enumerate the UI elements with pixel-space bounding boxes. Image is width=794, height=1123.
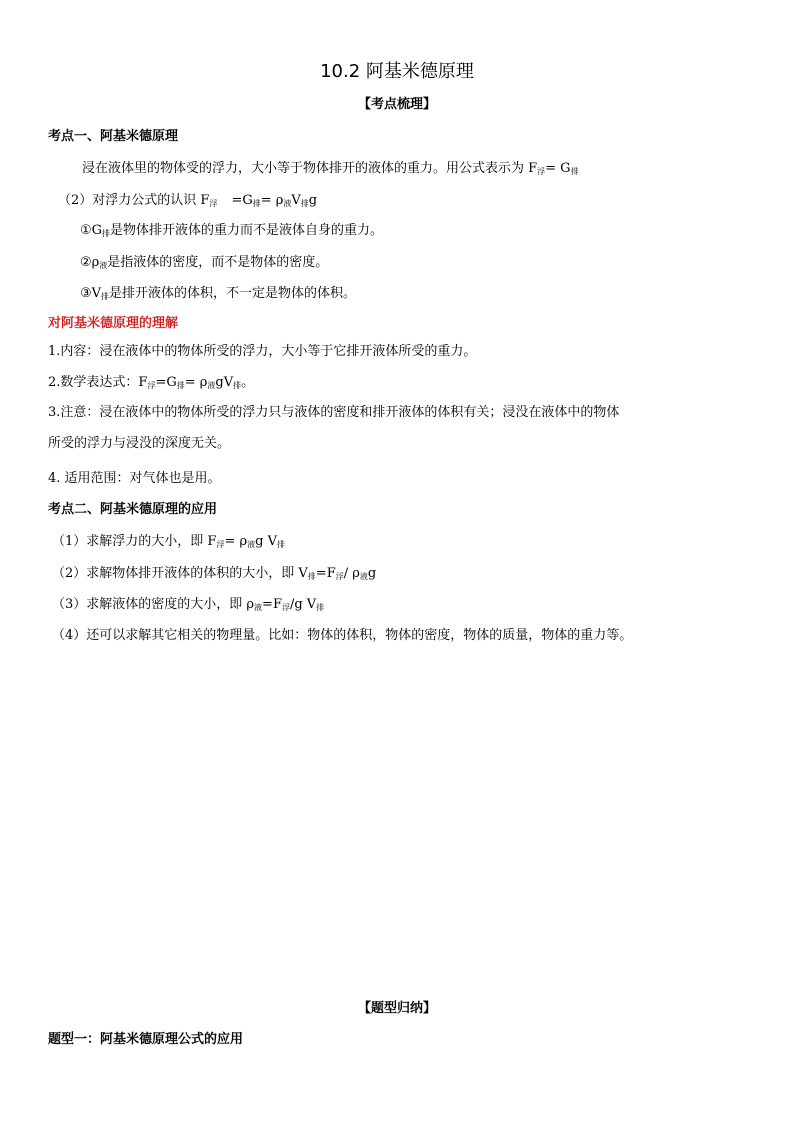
understanding-line-1: 1.内容：浸在液体中的物体所受的浮力，大小等于它排开液体所受的重力。 [48, 344, 477, 359]
understanding-line-2: 2.数学表达式：$F_浮=G_排= \rho_液gV_排$。 [48, 375, 255, 390]
page-title: 10.2 阿基米德原理 [320, 61, 474, 82]
section-header-key-points: 【考点梳理】 [357, 97, 436, 112]
understanding-heading: 对阿基米德原理的理解 [48, 316, 179, 331]
point2-app-2: （2）求解物体排开液体的体积的大小，即 $V_排=F_浮/$ $\rho_液g$ [52, 566, 377, 581]
point1-note-3: $③V_排$是排开液体的体积，不一定是物体的体积。 [80, 286, 357, 301]
understanding-line-3a: 3.注意：浸在液体中的物体所受的浮力只与液体的密度和排开液体的体积有关；浸没在液体中的物体 [48, 405, 620, 420]
point2-app-3: （3）求解液体的密度的大小，即 $\rho_液=F_浮/g$ $V_排$ [52, 597, 325, 612]
understanding-line-3b: 所受的浮力与浸没的深度无关。 [48, 436, 231, 451]
point1-intro: 浸在液体里的物体受的浮力，大小等于物体排开的液体的重力。用公式表示为 $F_浮= G_排$ [82, 161, 579, 176]
question-type-1-heading: 题型一：阿基米德原理公式的应用 [48, 1032, 244, 1047]
point1-formula-recognition: （2）对浮力公式的认识 $F_浮 =G_排= \rho_液V_排g$ [58, 193, 318, 208]
section-header-question-types: 【题型归纳】 [357, 1001, 436, 1016]
understanding-line-4: 4. 适用范围：对气体也是用。 [48, 471, 221, 486]
point1-heading: 考点一、阿基米德原理 [48, 129, 179, 144]
point2-app-1: （1）求解浮力的大小，即 $F_浮= \rho_液g$ $V_排$ [52, 534, 285, 549]
point2-heading: 考点二、阿基米德原理的应用 [48, 502, 218, 517]
point1-note-2: $②\rho_液$是指液体的密度，而不是物体的密度。 [80, 255, 329, 270]
point2-app-4: （4）还可以求解其它相关的物理量。比如：物体的体积，物体的密度，物体的质量，物体的重力等。 [52, 628, 633, 643]
point1-note-1: $①G_排$是物体排开液体的重力而不是液体自身的重力。 [80, 223, 384, 238]
